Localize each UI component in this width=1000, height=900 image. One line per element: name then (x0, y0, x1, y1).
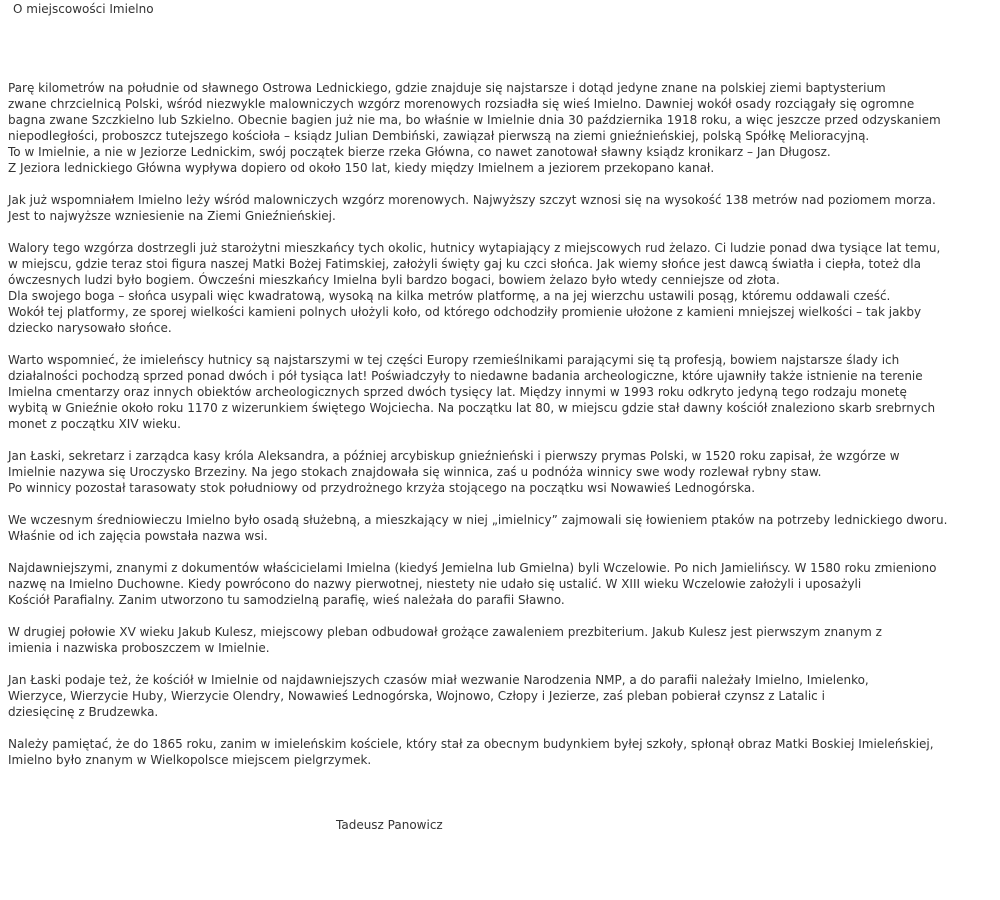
article-paragraph (8, 448, 996, 496)
paragraph-line: Dla swojego boga – słońca usypali więc kwadratową, wysoką na kilka metrów platformę, a na jej wierzchu ustawili posąg, któremu oddawali cześć. (8, 289, 891, 303)
paragraph-line: ówczesnych ludzi było bogiem. Ówcześni mieszkańcy Imielna byli bardzo bogaci, bowiem żelazo było wtedy cenniejsze od złota. (8, 273, 780, 287)
paragraph-line: Po winnicy pozostał tarasowaty stok południowy od przydrożnego krzyża stojącego na początku wsi Nowawieś Lednogórska. (8, 481, 756, 495)
paragraph-line: We wczesnym średniowieczu Imielno było osadą służebną, a mieszkający w niej „imielnicy” zajmowali się łowieniem ptaków na potrzeby lednickiego dworu. (8, 513, 948, 527)
paragraph-line: Najdawniejszymi, znanymi z dokumentów właścicielami Imielna (kiedyś Jemielna lub Gmielna) byli Wczelowie. Po nich Jamielińscy. W 1580 roku zmieniono (8, 561, 937, 575)
article-paragraph (8, 736, 996, 768)
paragraph-line: Jest to najwyższe wzniesienie na Ziemi Gnieźnieńskiej. (8, 209, 336, 223)
paragraph-line: Wokół tej platformy, ze sporej wielkości kamieni polnych ułożyli koło, od którego odchodziły promienie ułożone z kamieni mniejszej wielkości – tak jakby (8, 305, 922, 319)
paragraph-line: Wierzyce, Wierzycie Huby, Wierzycie Olendry, Nowawieś Lednogórska, Wojnowo, Człopy i Jezierze, zaś pleban pobierał czynsz z Latalic i (8, 689, 825, 703)
paragraph-line: Kościół Parafialny. Zanim utworzono tu samodzielną parafię, wieś należała do parafii Sławno. (8, 593, 565, 607)
paragraph-line: Jan Łaski, sekretarz i zarządca kasy króla Aleksandra, a później arcybiskup gnieźnieński i pierwszy prymas Polski, w 1520 roku zapisał, że wzgórze w (8, 449, 900, 463)
article-paragraph (8, 512, 996, 544)
paragraph-line: dziecko narysowało słońce. (8, 321, 172, 335)
paragraph-line: Jak już wspomniałem Imielno leży wśród malowniczych wzgórz morenowych. Najwyższy szczyt wznosi się na wysokość 138 metrów nad poziomem morza. (8, 193, 936, 207)
author-signature: Tadeusz Panowicz (336, 818, 443, 832)
paragraph-line: wybitą w Gnieźnie około roku 1170 z wizerunkiem świętego Wojciecha. Na początku lat 80, w miejscu gdzie stał dawny kościół znaleziono skarb srebrnych (8, 401, 936, 415)
article-paragraph (8, 672, 996, 720)
article-body (8, 80, 996, 784)
article-paragraph (8, 192, 996, 224)
paragraph-line: zwane chrzcielnicą Polski, wśród niezwykle malowniczych wzgórz morenowych rozsiadła się wieś Imielno. Dawniej wokół osady rozciągały się ogromne (8, 97, 915, 111)
paragraph-line: Jan Łaski podaje też, że kościół w Imielnie od najdawniejszych czasów miał wezwanie Narodzenia NMP, a do parafii należały Imielno, Imielenko, (8, 673, 869, 687)
paragraph-line: Z Jeziora lednickiego Główna wypływa dopiero od około 150 lat, kiedy między Imielnem a jeziorem przekopano kanał. (8, 161, 715, 175)
paragraph-line: W drugiej połowie XV wieku Jakub Kulesz, miejscowy pleban odbudował grożące zawaleniem prezbiterium. Jakub Kulesz jest pierwszym znanym z (8, 625, 882, 639)
paragraph-line: bagna zwane Szczkielno lub Szkielno. Obecnie bagien już nie ma, bo właśnie w Imielnie dnia 30 października 1918 roku, a więc jeszcze przed odzyskaniem (8, 113, 941, 127)
paragraph-line: nazwę na Imielno Duchowne. Kiedy powrócono do nazwy pierwotnej, niestety nie udało się ustalić. W XIII wieku Wczelowie założyli i uposażyli (8, 577, 862, 591)
article-paragraph (8, 352, 996, 432)
paragraph-line: Należy pamiętać, że do 1865 roku, zanim w imieleńskim kościele, który stał za obecnym budynkiem byłej szkoły, spłonął obraz Matki Boskiej Imieleńskiej, (8, 737, 934, 751)
paragraph-line: Warto wspomnieć, że imieleńscy hutnicy są najstarszymi w tej części Europy rzemieślnikami parającymi się tą profesją, bowiem najstarsze ślady ich (8, 353, 900, 367)
paragraph-line: imienia i nazwiska proboszczem w Imielnie. (8, 641, 270, 655)
paragraph-line: działalności pochodzą sprzed ponad dwóch i pół tysiąca lat! Poświadczyły to niedawne badania archeologiczne, które ujawniły także istnienie na terenie (8, 369, 923, 383)
paragraph-line: niepodległości, proboszcz tutejszego kościoła – ksiądz Julian Dembiński, zawiązał pierwszą na ziemi gnieźnieńskiej, polską Spółkę Melioracyjną. (8, 129, 870, 143)
paragraph-line: Właśnie od ich zajęcia powstała nazwa wsi. (8, 529, 268, 543)
paragraph-line: Imielna cmentarzy oraz innych obiektów archeologicznych sprzed dwóch tysięcy lat. Między innymi w 1993 roku odkryto jedyną tego rodzaju monetę (8, 385, 907, 399)
paragraph-line: Imielnie nazywa się Uroczysko Brzeziny. Na jego stokach znajdowała się winnica, zaś u podnóża winnicy swe wody rozlewał rybny staw. (8, 465, 822, 479)
paragraph-line: Walory tego wzgórza dostrzegli już starożytni mieszkańcy tych okolic, hutnicy wytapiający z miejscowych rud żelazo. Ci ludzie ponad dwa tysiące lat temu, (8, 241, 941, 255)
page-title: O miejscowości Imielno (13, 2, 154, 16)
paragraph-line: Parę kilometrów na południe od sławnego Ostrowa Lednickiego, gdzie znajduje się najstarsze i dotąd jedyne znane na polskiej ziemi baptysterium (8, 81, 886, 95)
article-paragraph (8, 560, 996, 608)
paragraph-line: monet z początku XIV wieku. (8, 417, 181, 431)
paragraph-line: Imielno było znanym w Wielkopolsce miejscem pielgrzymek. (8, 753, 372, 767)
article-paragraph (8, 80, 996, 176)
article-paragraph (8, 240, 996, 336)
paragraph-line: w miejscu, gdzie teraz stoi figura naszej Matki Bożej Fatimskiej, założyli święty gaj ku czci słońca. Jak wiemy słońce jest dawcą światła i ciepła, toteż dla (8, 257, 921, 271)
paragraph-line: dziesięcinę z Brudzewka. (8, 705, 159, 719)
article-paragraph (8, 624, 996, 656)
paragraph-line: To w Imielnie, a nie w Jeziorze Lednickim, swój początek bierze rzeka Główna, co nawet zanotował sławny ksiądz kronikarz – Jan Długosz. (8, 145, 831, 159)
